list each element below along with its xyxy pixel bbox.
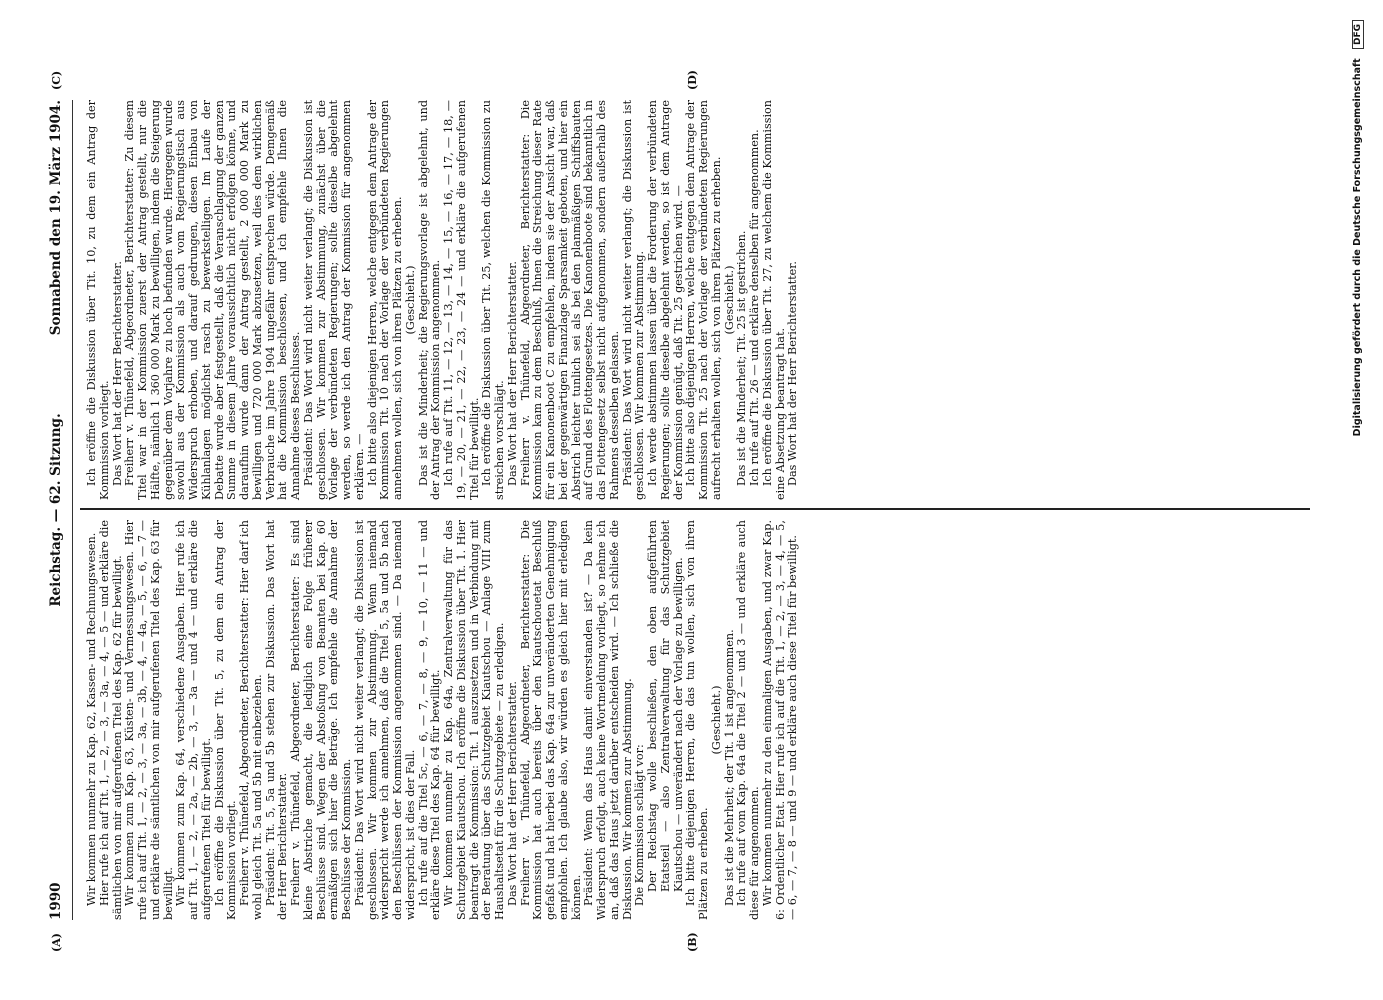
paragraph: Ich bitte also diejenigen Herren, welche entgegen dem Antrage der Kommission Tit. 10 nach der Vorlage der verbündeten Regierungen annehmen wollen, sich von ihren Plätzen zu erheben. [365, 100, 404, 500]
stage-direction: (Geschieht.) [709, 685, 723, 755]
left-column [86, 520, 800, 920]
paragraph: Präsident: Wenn das Haus damit einverstanden ist? — Da kein Widerspruch erfolgt, auch keine Wortmeldung vorliegt, so nehme ich an, daß das Haus jetzt darüber entscheiden wird. — Ich schließe die Diskussion. Wir kommen zur Abstimmung. [582, 520, 634, 920]
paragraph: Ich eröffne die Diskussion über Tit. 10, zu dem ein Antrag der Kommission vorliegt. [85, 100, 111, 500]
paragraph: Ich eröffne die Diskussion über Tit. 25, welchen die Kommission zu streichen vorschlägt. [480, 100, 506, 500]
column-divider [80, 508, 1310, 510]
paragraph: Wir kommen nunmehr zu Kap. 64a, Zentralverwaltung für das Schutzgebiet Kiautschou. Ich eröffne die Diskussion über Tit. 1. Hier beantragt die Kommission: Tit. 1 auszusetzen und in Verbindung mit der Beratung über das Schutzgebiet Kiautschou — Anlage VIII zum Haushaltsetat für die Schutzgebiete — zu erledigen. [442, 520, 506, 920]
paragraph: Freiherr v. Thünefeld, Abgeordneter, Berichterstatter: Zu diesem Titel war in der Kommission zuerst der Antrag gestellt, nur die Hälfte, nämlich 1 360 000 Mark zu bewilligen, indem die Steigerung gegenüber dem Vorjahre zu hoch befunden wurde. Hiergegen wurde sowohl aus der Kommission als auch vom Regierungstisch aus Widerspruch erhoben, und darauf gedrungen, diesen Einbau von Kühlanlagen möglichst rasch zu bewerkstelligen. Im Laufe der Debatte wurde aber festgestellt, daß die Veranschlagung der ganzen Summe in diesem Jahre voraussichtlich nicht erfolgen könne, und daraufhin wurde dann der Antrag gestellt, 2 000 000 Mark zu bewilligen und 720 000 Mark abzusetzen, weil dies dem wirklichen Verbrauche im Jahre 1904 ungefähr entsprechen würde. Demgemäß hat die Kommission beschlossen, und ich empfehle Ihnen die Annahme dieses Beschlusses. [123, 100, 302, 500]
paragraph: Freiherr v. Thünefeld, Abgeordneter, Berichterstatter: Es sind kleine Abstriche gemacht, die lediglich eine Folge früherer Beschlüsse sind. Wegen der Abstoßung von Beamten bei Kap. 60 ermäßigen sich hier die Beträge. Ich empfehle die Annahme der Beschlüsse der Kommission. [289, 520, 353, 920]
paragraph: Die Kommission schlägt vor: [633, 744, 647, 906]
paragraph: Ich rufe auf vom Kap. 64a die Titel 2 — und 3 — und erkläre auch diese für angenommen. [735, 520, 761, 920]
paragraph: Wir kommen nunmehr zu den einmaligen Ausgaben, und zwar Kap. 6: Ordentlicher Etat. Hier rufe ich auf die Tit. 1, — 2, — 3, — 4, — 5, — 6, — 7, — 8 — und 9 — und erkläre auch diese Titel für bewilligt. [760, 520, 800, 920]
paragraph: Wir kommen nunmehr zu Kap. 62, Kassen- und Rechnungswesen. [85, 532, 98, 906]
paragraph: Das Wort hat der Herr Berichterstatter. [505, 681, 519, 906]
right-column [86, 100, 800, 500]
paragraph: Wir kommen zum Kap. 63, Küsten- und Vermessungswesen. Hier rufe ich auf Tit. 1, — 2, — 3, — 3a, — 3b, — 4, — 4a, — 5, — 6, — 7 — und erkläre die sämtlichen von mir aufgerufenen Titel des Kap. 63 für bewilligt. [123, 520, 175, 920]
paragraph: Ich bitte also diejenigen Herren, welche entgegen dem Antrage der Kommission Tit. 25 nach der Vorlage der verbündeten Regierungen aufrecht erhalten wollen, sich von ihren Plätzen zu erheben. [684, 100, 723, 500]
session-title: Reichstag. — 62. Sitzung. [48, 413, 64, 607]
paragraph: Freiherr v. Thünefeld, Abgeordneter, Berichterstatter: Hier darf ich wohl gleich Tit. 5a und 5b mit einbeziehen. [238, 520, 264, 920]
paragraph: Wir kommen zum Kap. 64, verschiedene Ausgaben. Hier rufe ich auf Tit. 1, — 2, — 2a, — 2b, — 3, — 3a — und 4 — und erkläre die aufgerufenen Titel für bewilligt. [174, 520, 213, 920]
dfg-logo: DFG [1352, 20, 1364, 49]
paragraph: Hier rufe ich auf Tit. 1, — 2, — 3, — 3a, — 4, — 5 — und erkläre die sämtlichen von mir aufgerufenen Titel des Kap. 62 für bewilligt. [97, 520, 124, 920]
stage-direction: (Geschieht.) [403, 265, 417, 335]
motion-text: Der Reichstag wolle beschließen, den oben aufgeführten Etatsteil — also Zentralverwaltung für das Schutzgebiet Kiautschou — unverändert nach der Vorlage zu bewilligen. [646, 520, 685, 892]
paragraph: Ich eröffne die Diskussion über Tit. 5, zu dem ein Antrag der Kommission vorliegt. [212, 520, 239, 920]
page-number: 1990 [48, 882, 64, 920]
margin-letter-c: (C) [50, 70, 63, 90]
digitization-credit [1352, 20, 1364, 960]
margin-letter-d: (D) [686, 70, 699, 90]
paragraph: Ich rufe auf Tit. 11, — 12, — 13, — 14, — 15, — 16, — 17, — 18, — 19, — 20, — 21, — 22, — 23, — 24 — und erkläre die aufgerufenen Titel für bewilligt. [442, 100, 481, 500]
paragraph: Präsident: Das Wort wird nicht weiter verlangt; die Diskussion ist geschlossen. Wir kommen zur Abstimmung. Wenn niemand widerspricht werde ich annehmen, daß die Titel 5, 5a und 5b nach den Beschlüssen der Kommission angenommen sind. — Da niemand widerspricht, ist dies der Fall. [352, 520, 417, 920]
paragraph: Das Wort hat der Herr Berichterstatter. [110, 261, 124, 486]
paragraph: Das ist die Minderheit; die Regierungsvorlage ist abgelehnt, und der Antrag der Kommission angenommen. [416, 100, 443, 500]
paragraph: Ich eröffne die Diskussion über Tit. 27, zu welchem die Kommission eine Absetzung beantragt hat. [760, 100, 787, 500]
session-date: Sonnabend den 19. März 1904. [48, 100, 64, 336]
paragraph: Das ist die Mehrheit; der Tit. 1 ist angenommen. [722, 629, 736, 906]
stage-direction: (Geschieht.) [722, 265, 736, 335]
paragraph: Ich rufe auf Tit. 26 — und erkläre denselben für angenommen. [748, 129, 761, 486]
paragraph: Das ist die Minderheit; Tit. 25 ist gestrichen. [735, 230, 749, 486]
paragraph: Ich bitte diejenigen Herren, die das tun wollen, sich von ihren Plätzen zu erheben. [684, 520, 710, 920]
margin-letter-b: (B) [686, 932, 699, 952]
paragraph: Präsident: Das Wort wird nicht weiter verlangt; die Diskussion ist geschlossen. Wir kommen zur Abstimmung, zunächst über die Vorlage der verbündeten Regierungen; sollte dieselbe abgelehnt werden, so werde ich den Antrag der Kommission für angenommen erklären. — [301, 100, 366, 500]
header-rule [72, 100, 73, 920]
paragraph: Präsident: Tit. 5, 5a und 5b stehen zur Diskussion. Das Wort hat der Herr Berichterstatter. [263, 520, 290, 920]
paragraph: Freiherr v. Thünefeld, Abgeordneter, Berichterstatter: Die Kommission hat auch bereits über den Kiautschouetat Beschluß gefaßt und hat hierbei das Kap. 64a zur unveränderten Genehmigung empfohlen. Ich glaube also, wir würden es gleich hier mit erledigen können. [518, 520, 583, 920]
credit-text: Digitalisierung gefördert durch die Deutsche Forschungsgemeinschaft [1352, 58, 1363, 437]
running-header [48, 100, 70, 920]
paragraph: Ich rufe auf die Titel 5c, — 6, — 7, — 8, — 9, — 10, — 11 — und erkläre diese Titel des Kap. 64 für bewilligt. [416, 520, 443, 920]
paragraph: Präsident: Das Wort wird nicht weiter verlangt; die Diskussion ist geschlossen. Wir kommen zur Abstimmung. [620, 100, 647, 500]
paragraph: Ich werde abstimmen lassen über die Forderung der verbündeten Regierungen; sollte dieselbe abgelehnt werden, so ist dem Antrage der Kommission genügt, daß Tit. 25 gestrichen wird. — [646, 100, 685, 500]
paragraph: Das Wort hat der Herr Berichterstatter. [505, 261, 519, 486]
paragraph: Freiherr v. Thünefeld, Abgeordneter, Berichterstatter: Die Kommission kam zu dem Beschluß, Ihnen die Streichung dieser Rate für ein Kanonenboot C zu empfehlen, indem sie der Ansicht war, daß bei der gegenwärtigen Finanzlage Sparsamkeit geboten, und hier ein Abstrich leichter tunlich sei als bei den planmäßigen Schiffsbauten auf Grund des Flottengesetzes. Die Kanonenboote sind bekanntlich in das Flottengesetz selbst nicht aufgenommen, sondern außerhalb des Rahmens desselben gelassen. [518, 100, 621, 500]
margin-letter-a: (A) [50, 933, 63, 952]
paragraph: Das Wort hat der Herr Berichterstatter. [786, 261, 800, 486]
